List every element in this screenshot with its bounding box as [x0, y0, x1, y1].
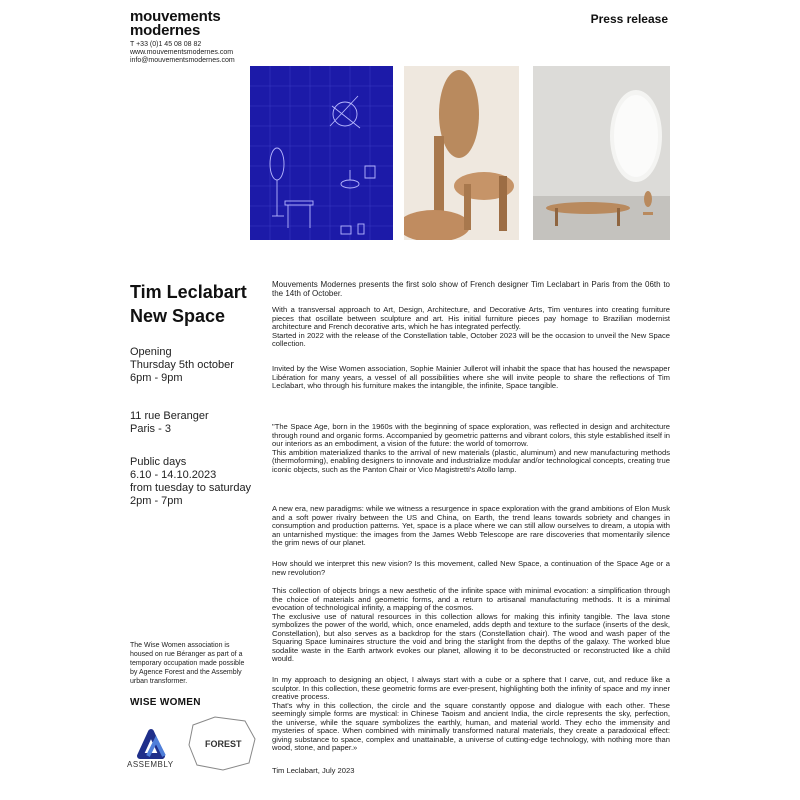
brand-name-line1: mouvements — [130, 8, 221, 25]
quote-resources: The exclusive use of natural resources in this collection allows for making this infinity tangible. The lava stone symbolizes the power of the world, which, once enameled, adds depth and texture to the surface (inserts of the desk, Constellation), but also serves as a backdrop for the stars (Constellation chair). The wood and wash paper of the Squaring Space luminaires structure the void and bring the starlight from the depths of the galaxy. The worked blue sodalite waste in the Earth artwork evokes our planet, allowing it to be deconstructed or reconstructed like a child would. — [272, 611, 670, 663]
quote-block-approach — [272, 676, 670, 753]
approach-paragraph: With a transversal approach to Art, Design, Architecture, and Decorative Arts, Tim ventures into creating furniture pieces that oscillate between sculpture and art. His initial furniture pieces pay homage to Brazilian modernist architecture and French decorative arts, which he has integrated perfectly. — [272, 305, 670, 331]
quote-materials: This ambition materialized thanks to the arrival of new materials (plastic, aluminum) and new manufacturing methods (thermoforming), enabling designers to innovate and industrialize modular and/or technological concepts, creating true iconic objects, such as the Panton Chair or Vico Magistretti's Atollo lamp. — [272, 447, 670, 474]
opening-time: 6pm - 9pm — [130, 372, 183, 384]
artist-name: Tim Leclabart — [130, 282, 247, 302]
studio-room-image — [533, 66, 670, 240]
quote-circle-square: That's why in this collection, the circle and the square constantly oppose and dialogue with each other. These seemingly simple forms are mystical: in Chinese Taoism and ancient India, the circle represents the sky, perfection, the universe, while the square symbolizes the earthly, human, and material world. They echo the immensity and mysteries of space. When combined with minimally transformed natural materials, they create a paradoxical effect: giving substance to space, complex and unattainable, a universe of cutting-edge technology, with nothing more than wood, stone, and paper.» — [272, 700, 670, 752]
wise-women-logo: WISE WOMEN — [130, 697, 201, 708]
public-days: from tuesday to saturday — [130, 482, 252, 494]
public-time: 2pm - 7pm — [130, 495, 183, 507]
wooden-chair-image — [404, 66, 519, 240]
partners-text: The Wise Women association is housed on rue Béranger as part of a temporary occupation made possible by Agence Forest and the Assembly urban transformer. — [130, 642, 245, 685]
quote-new-era: A new era, new paradigms: while we witness a resurgence in space exploration with the grand ambitions of Elon Musk and a soft power rivalry between the US and China, on Earth, the trend leans towards sobriety and changes in consumption and production patterns. Yet, space is a place where we can still allow ourselves to dream, a utopia with an untarnished mystique: the images from the James Webb Telescope are rare discoveries that momentarily silence the grim news of our planet. — [272, 504, 670, 547]
quote-aesthetic: This collection of objects brings a new aesthetic of the infinite space with minimal evocation: a simplification through the choice of materials and geometric forms, and a return to artisanal manufacturing methods. It is a minimal evocation of technological infinity, a mapping of the cosmos. — [272, 586, 670, 612]
address-line2: Paris - 3 — [130, 423, 171, 435]
forest-label: FOREST — [205, 739, 242, 749]
signature: Tim Leclabart, July 2023 — [272, 766, 355, 775]
quote-block-1 — [272, 423, 670, 474]
quote-designing: In my approach to designing an object, I always start with a cube or a sphere that I carve, cut, and reduce like a sculptor. In this collection, these geometric forms are ever-present, highlighting both the infinity of space and my inner creative process. — [272, 675, 670, 701]
address-info — [130, 410, 209, 436]
quote-question: How should we interpret this new vision? Is this movement, called New Space, a continuation of the Space Age or a new revolution? — [272, 559, 670, 577]
blueprint-image — [250, 66, 393, 240]
exhibition-title: New Space — [130, 306, 226, 326]
brand-website[interactable]: www.mouvementsmodernes.com — [130, 49, 234, 56]
brand-phone: T +33 (0)1 45 08 08 82 — [130, 41, 202, 48]
brand-email[interactable]: info@mouvementsmodernes.com — [130, 57, 235, 64]
address-line1: 11 rue Beranger — [130, 410, 209, 422]
doc-type-label: Press release — [590, 12, 668, 26]
public-label: Public days — [130, 456, 187, 468]
brand-block — [130, 10, 235, 65]
forest-logo — [185, 713, 260, 773]
opening-info — [130, 346, 234, 385]
opening-label: Opening — [130, 346, 172, 358]
quote-space-age: "The Space Age, born in the 1960s with the beginning of space exploration, was reflected in design and architecture through round and organic forms. Accompanied by geometric patterns and vibrant colors, this style established itself in our interiors as an embodiment, a vision of the future: the world of tomorrow. — [272, 422, 670, 448]
public-days-info — [130, 456, 251, 508]
intro-paragraph: Mouvements Modernes presents the first solo show of French designer Tim Leclabart in Paris from the 06th to the 14th of October. — [272, 280, 670, 298]
collection-paragraph: Started in 2022 with the release of the Constellation table, October 2023 will be the occasion to unveil the New Space collection. — [272, 330, 670, 348]
assembly-label: ASSEMBLY — [127, 760, 174, 769]
invitation-paragraph: Invited by the Wise Women association, Sophie Mainier Jullerot will inhabit the space that has housed the newspaper Libération for many years, a vessel of all possibilities where she will invite people to share the reflections of Tim Leclabart, who through his furniture makes the intangible, the infinite, Space tangible. — [272, 364, 670, 390]
public-dates: 6.10 - 14.10.2023 — [130, 469, 217, 481]
opening-date: Thursday 5th october — [130, 359, 234, 371]
quote-block-collection — [272, 587, 670, 664]
intro-block — [272, 280, 670, 349]
brand-name-line2: modernes — [130, 22, 201, 39]
